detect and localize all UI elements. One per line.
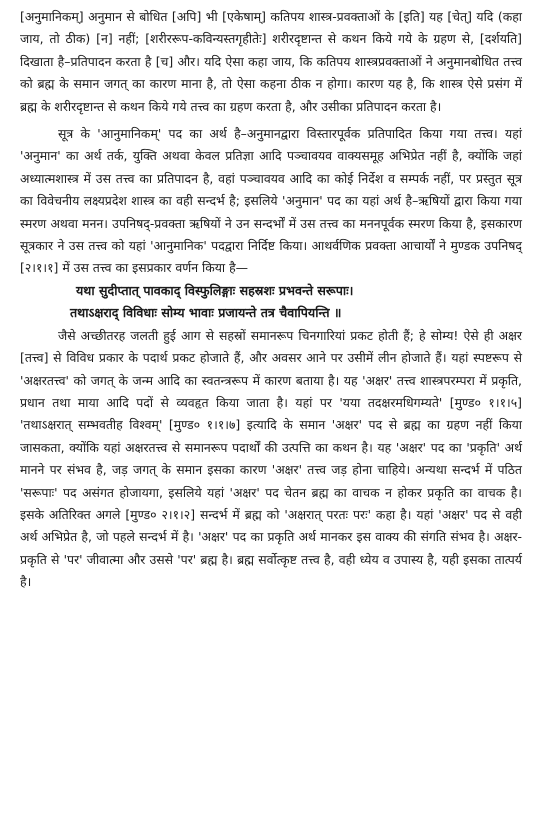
verse-line-1: यथा सुदीप्तात् पावकाद् विस्फुलिङ्गाः सहस्रशः प्रभवन्ते सरूपाः।: [76, 282, 354, 298]
commentary-paragraph-1: [अनुमानिकम्] अनुमान से बोधित [अपि] भी [एकेषाम्] कतिपय शास्त्र-प्रवक्ताओं के [इति] यह [चेत्] यदि (कहा जाय, तो ठीक) [न] नहीं; [शरीररूप-कविन्यस्तगृहीतेः] शरीरदृष्टान्त से कथन किये गये के ग्रहण से, [दर्शयति] दिखाता है–प्रतिपादन करता है [च] और। यदि ऐसा कहा जाय, कि कतिपय शास्त्रप्रवक्ताओं ने अनुमानबोधित तत्त्व को ब्रह्म के समान जगत् का कारण माना है, तो ऐसा कहना ठीक न होगा। कारण यह है, कि शास्त्र ऐसे प्रसंग में ब्रह्म के शरीरदृष्टान्त से कथन किये गये तत्त्व का ग्रहण करता है, और उसीका प्रतिपादन करता है।: [20, 9, 522, 114]
commentary-paragraph-3: जैसे अच्छीतरह जलती हुई आग से सहस्रों समानरूप चिनगारियां प्रकट होती हैं; हे सोम्य! ऐसे ही अक्षर [तत्त्व] से विविध प्रकार के पदार्थ प्रकट होजाते हैं, और अवसर आने पर उसीमें लीन होजाते हैं। यहां स्पष्टरूप से 'अक्षरतत्त्व' को जगत् के जन्म आदि का स्वतन्त्ररूप में कारण बताया है। यह 'अक्षर' तत्त्व शास्त्रपरम्परा में प्रकृति, प्रधान तथा माया आदि पदों से व्यवहृत किया जाता है। यहां पर 'यया तदक्षरमधिगम्यते' [मुण्ड० १।१।५] 'तथाऽक्षरात् सम्भवतीह विश्वम्' [मुण्ड० १।१।७] इत्यादि के समान 'अक्षर' पद से ब्रह्म का ग्रहण नहीं किया जासकता, क्योंकि यहां अक्षरतत्त्व से समानरूप पदार्थों की उत्पत्ति का कथन है। यह 'अक्षर' पद का 'प्रकृति' अर्थ मानने पर संभव है, जड़ जगत् के समान इसका कारण 'अक्षर' तत्त्व जड़ होना चाहिये। अन्यथा सन्दर्भ में पठित 'सरूपाः' पद असंगत होजायगा, इसलिये यहां 'अक्षर' पद चेतन ब्रह्म का वाचक न होकर प्रकृति का वाचक है। इसके अतिरिक्त अगले [मुण्ड० २।१।२] सन्दर्भ में ब्रह्म को 'अक्षरात् परतः परः' कहा है। यहां 'अक्षर' पद से वही अर्थ अभिप्रेत है, जो पहले सन्दर्भ में है। 'अक्षर' पद का प्रकृति अर्थ मानकर इस वाक्य की संगति संभव है। अक्षर-प्रकृति से 'पर' जीवात्मा और उससे 'पर' ब्रह्म है। ब्रह्म सर्वोत्कृष्ट तत्त्व है, वही ध्येय व उपास्य है, यही इसका तात्पर्य है।: [20, 327, 522, 590]
quoted-verse: [20, 280, 522, 325]
verse-line-2: तथाऽक्षराद् विविधाः सोम्य भावाः प्रजायन्ते तत्र चैवापियन्ति ॥: [70, 305, 342, 321]
commentary-paragraph-2: सूत्र के 'आनुमानिकम्' पद का अर्थ है–अनुमानद्वारा विस्तारपूर्वक प्रतिपादित किया गया तत्त्व। यहां 'अनुमान' का अर्थ तर्क, युक्ति अथवा केवल प्रतिज्ञा आदि पञ्चावयव वाक्यसमूह अभिप्रेत नहीं है, क्योंकि जहां अध्यात्मशास्त्र में उस तत्त्व का प्रतिपादन है, वहां पञ्चावयव आदि का कोई निर्देश व सम्पर्क नहीं, पर प्रस्तुत सूत्र का विवेचनीय लक्ष्यप्रदेश शास्त्र का वही सन्दर्भ है; इसलिये 'अनुमान' पद का यहां अर्थ है–ऋषियों द्वारा किया गया स्मरण अथवा मनन। उपनिषद्-प्रवक्ता ऋषियों ने उन सन्दर्भों में उस तत्त्व का मननपूर्वक स्मरण किया है, इसकारण सूत्रकार ने उस तत्त्व को यहां 'आनुमानिक' पदद्वारा निर्दिष्ट किया। आथर्वणिक प्रवक्ता आचार्यों ने मुण्डक उपनिषद् [२।१।१] में उस तत्त्व का इसप्रकार वर्णन किया है—: [20, 126, 522, 276]
